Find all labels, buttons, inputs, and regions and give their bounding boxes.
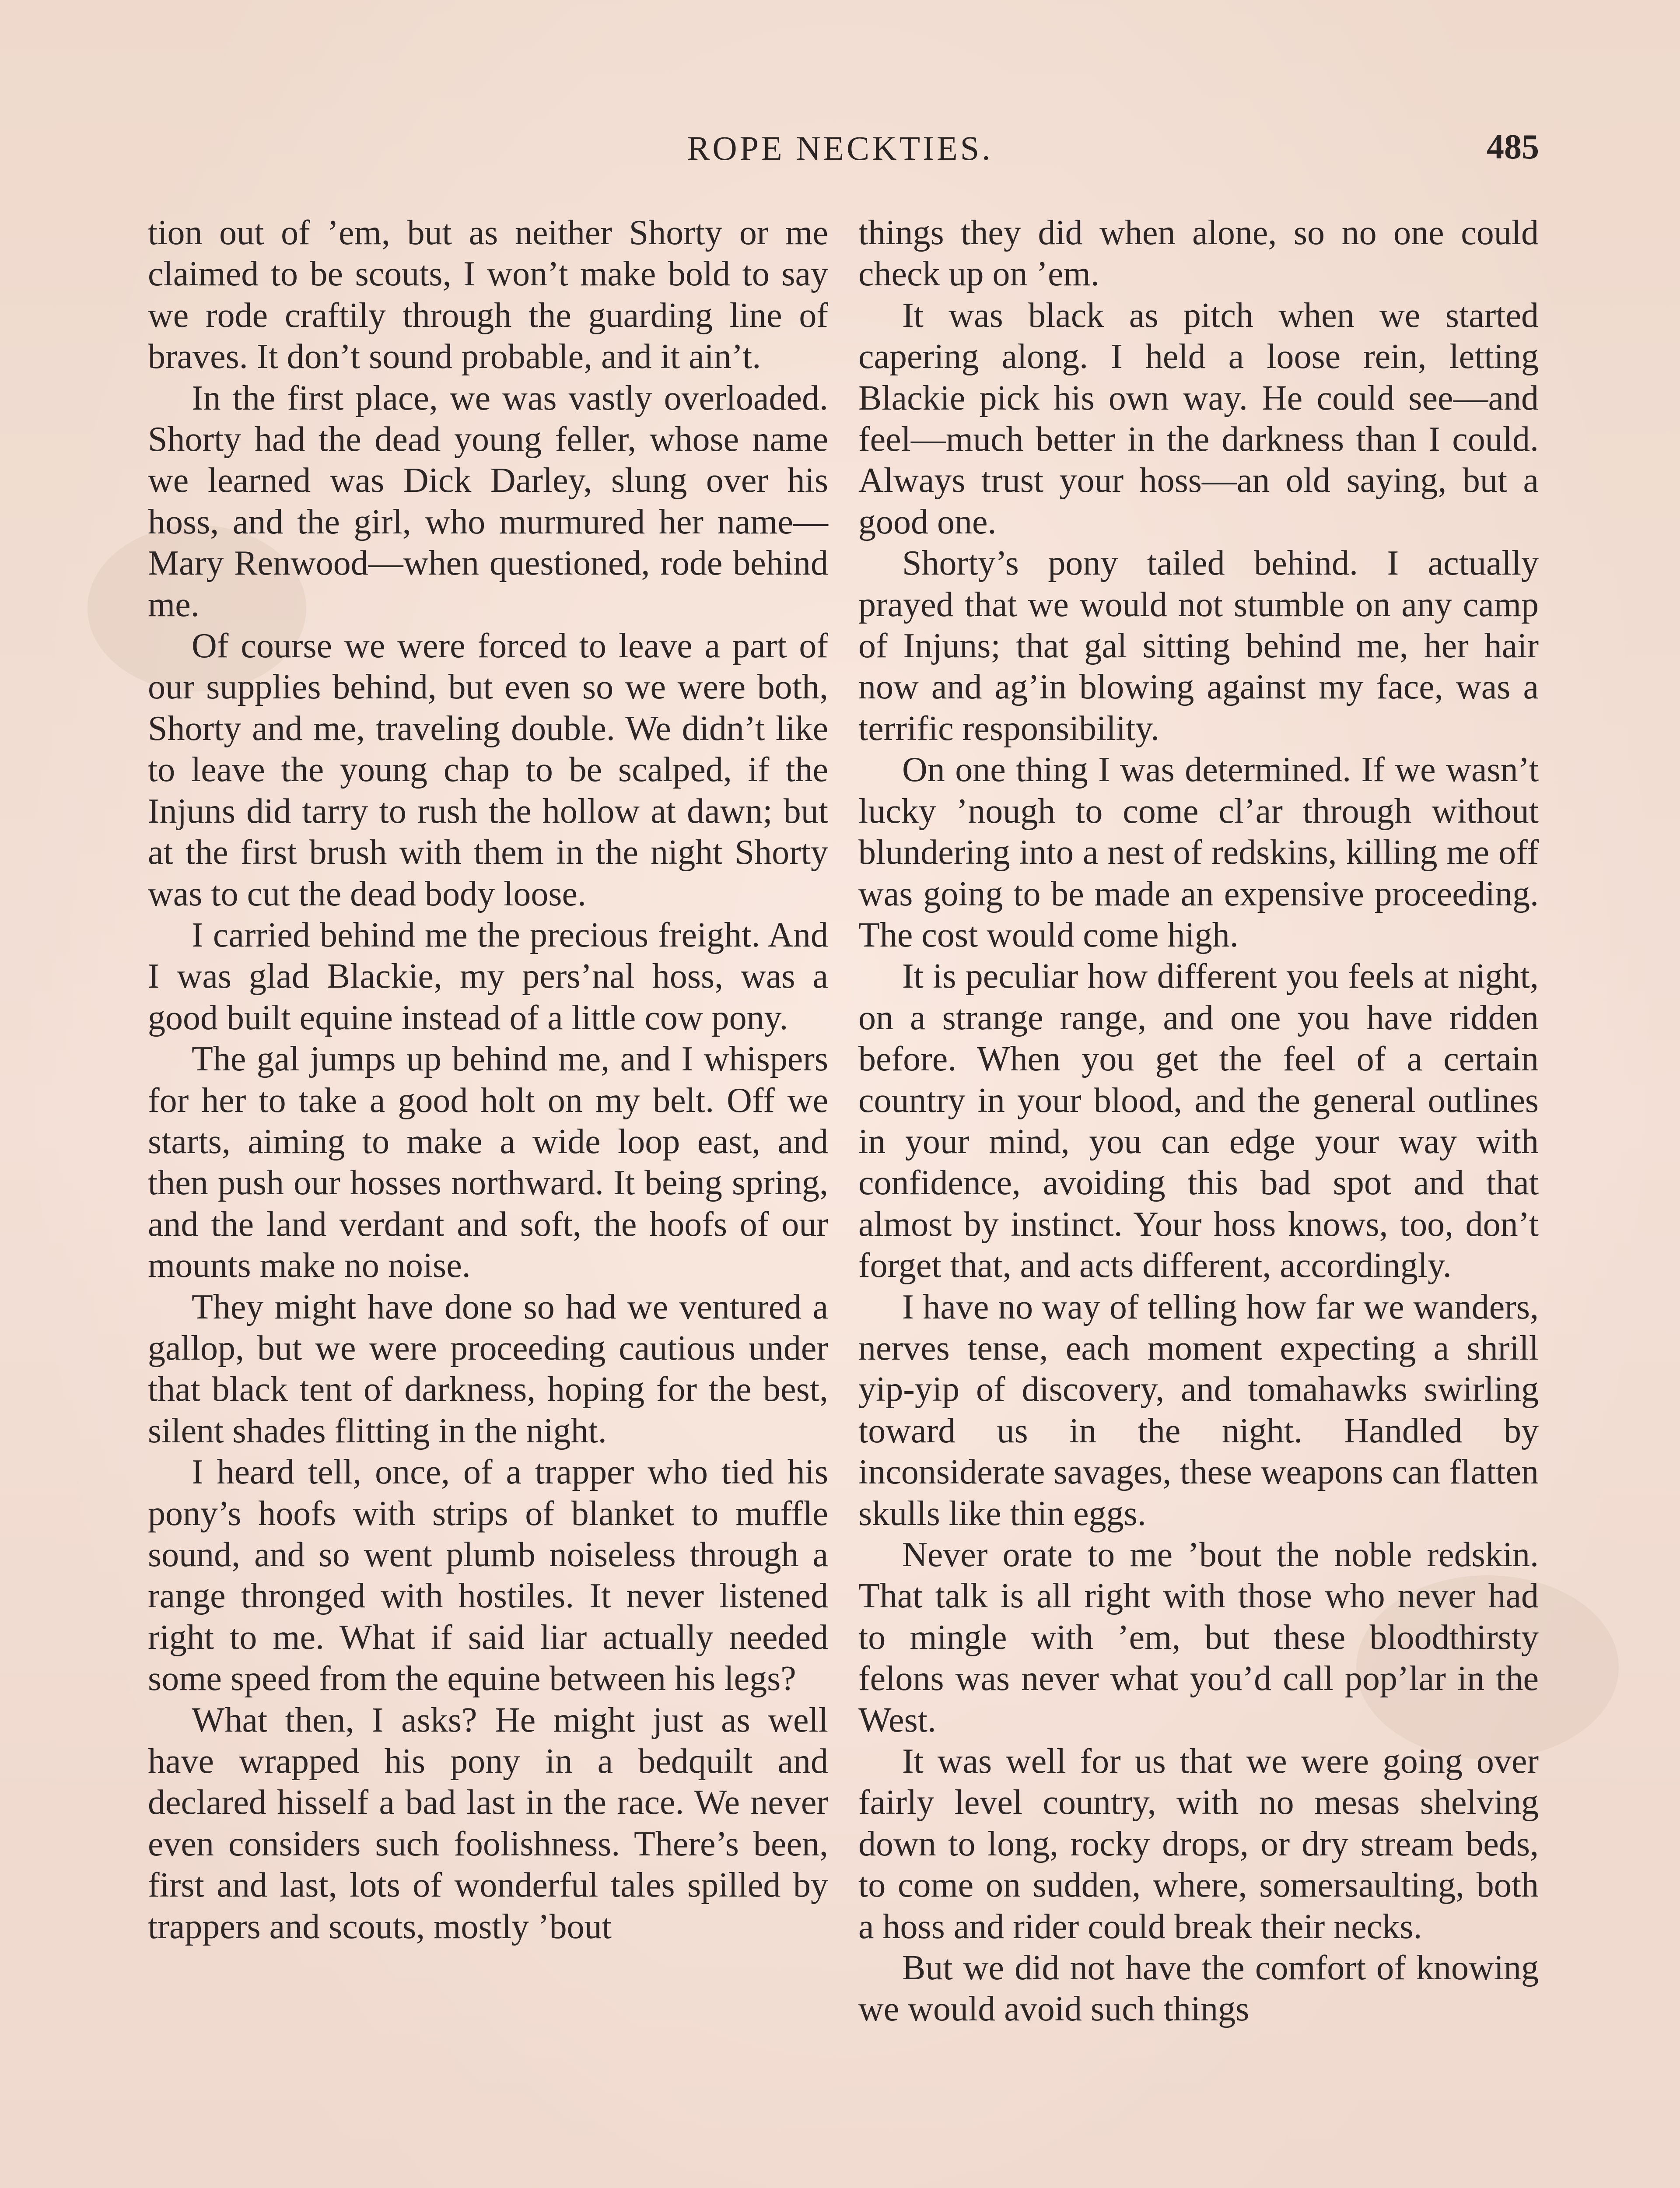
left-column (148, 212, 828, 1947)
paragraph: It is peculiar how different you feels at night, on a strange range, and one you have ridden before. When you get the feel of a certain country in your blood, and the general outlines in your mind, you can edge your way with confidence, avoiding this bad spot and that almost by instinct. Your hoss knows, too, don’t forget that, and acts different, accordingly. (858, 957, 1539, 1285)
running-title: ROPE NECKTIES. (687, 129, 993, 167)
paragraph: Of course we were forced to leave a part of our supplies behind, but even so we were both, Shorty and me, traveling double. We didn’t like to leave the young chap to be scalped, if the Injuns did tarry to rush the hollow at dawn; but at the first brush with them in the night Shorty was to cut the dead body loose. (148, 627, 828, 913)
paragraph: tion out of ’em, but as neither Shorty or me claimed to be scouts, I won’t make bold to say we rode craftily through the guarding line of braves. It don’t sound probable, and it ain’t. (148, 214, 828, 376)
paragraph: It was well for us that we were going over fairly level country, with no mesas shelving down to long, rocky drops, or dry stream beds, to come on sudden, where, somersaulting, both a hoss and rider could break their necks. (858, 1742, 1539, 1946)
paragraph: They might have done so had we ventured a gallop, but we were proceeding cautious under that black tent of darkness, hoping for the best, silent shades flitting in the night. (148, 1287, 828, 1450)
paragraph: In the first place, we was vastly overloaded. Shorty had the dead young feller, whose name we learned was Dick Darley, slung over his hoss, and the girl, who murmured her name—Mary Renwood—when questioned, rode behind me. (148, 379, 828, 624)
page-number: 485 (1487, 128, 1539, 166)
paragraph: It was black as pitch when we started capering along. I held a loose rein, letting Blackie pick his own way. He could see—and feel—much better in the darkness than I could. Always trust your hoss—an old saying, but a good one. (858, 296, 1539, 541)
paragraph: Shorty’s pony tailed behind. I actually prayed that we would not stumble on any camp of Injuns; that gal sitting behind me, her hair now and ag’in blowing against my face, was a terrific responsibility. (858, 544, 1539, 748)
paragraph: Never orate to me ’bout the noble redskin. That talk is all right with those who never had to mingle with ’em, but these bloodthirsty felons was never what you’d call pop’lar in the West. (858, 1536, 1539, 1739)
paragraph: things they did when alone, so no one could check up on ’em. (858, 214, 1539, 294)
paragraph: But we did not have the comfort of knowing we would avoid such things (858, 1949, 1539, 2029)
paragraph: I have no way of telling how far we wanders, nerves tense, each moment expecting a shrill yip-yip of discovery, and tomahawks swirling toward us in the night. Handled by inconsiderate savages, these weapons can flatten skulls like thin eggs. (858, 1287, 1539, 1533)
paragraph: On one thing I was determined. If we wasn’t lucky ’nough to come cl’ar through without blundering into a nest of redskins, killing me off was going to be made an expensive proceeding. The cost would come high. (858, 750, 1539, 954)
right-column (858, 212, 1539, 2030)
paragraph: I carried behind me the precious freight. And I was glad Blackie, my pers’nal hoss, was a good built equine instead of a little cow pony. (148, 915, 828, 1037)
paragraph: What then, I asks? He might just as well have wrapped his pony in a bedquilt and declared hisself a bad last in the race. We never even considers such foolishness. There’s been, first and last, lots of wonderful tales spilled by trappers and scouts, mostly ’bout (148, 1701, 828, 1946)
paragraph: The gal jumps up behind me, and I whispers for her to take a good holt on my belt. Off we starts, aiming to make a wide loop east, and then push our hosses northward. It being spring, and the land verdant and soft, the hoofs of our mounts make no noise. (148, 1040, 828, 1285)
paragraph: I heard tell, once, of a trapper who tied his pony’s hoofs with strips of blanket to muffle sound, and so went plumb noiseless through a range thronged with hostiles. It never listened right to me. What if said liar actually needed some speed from the equine between his legs? (148, 1453, 828, 1698)
